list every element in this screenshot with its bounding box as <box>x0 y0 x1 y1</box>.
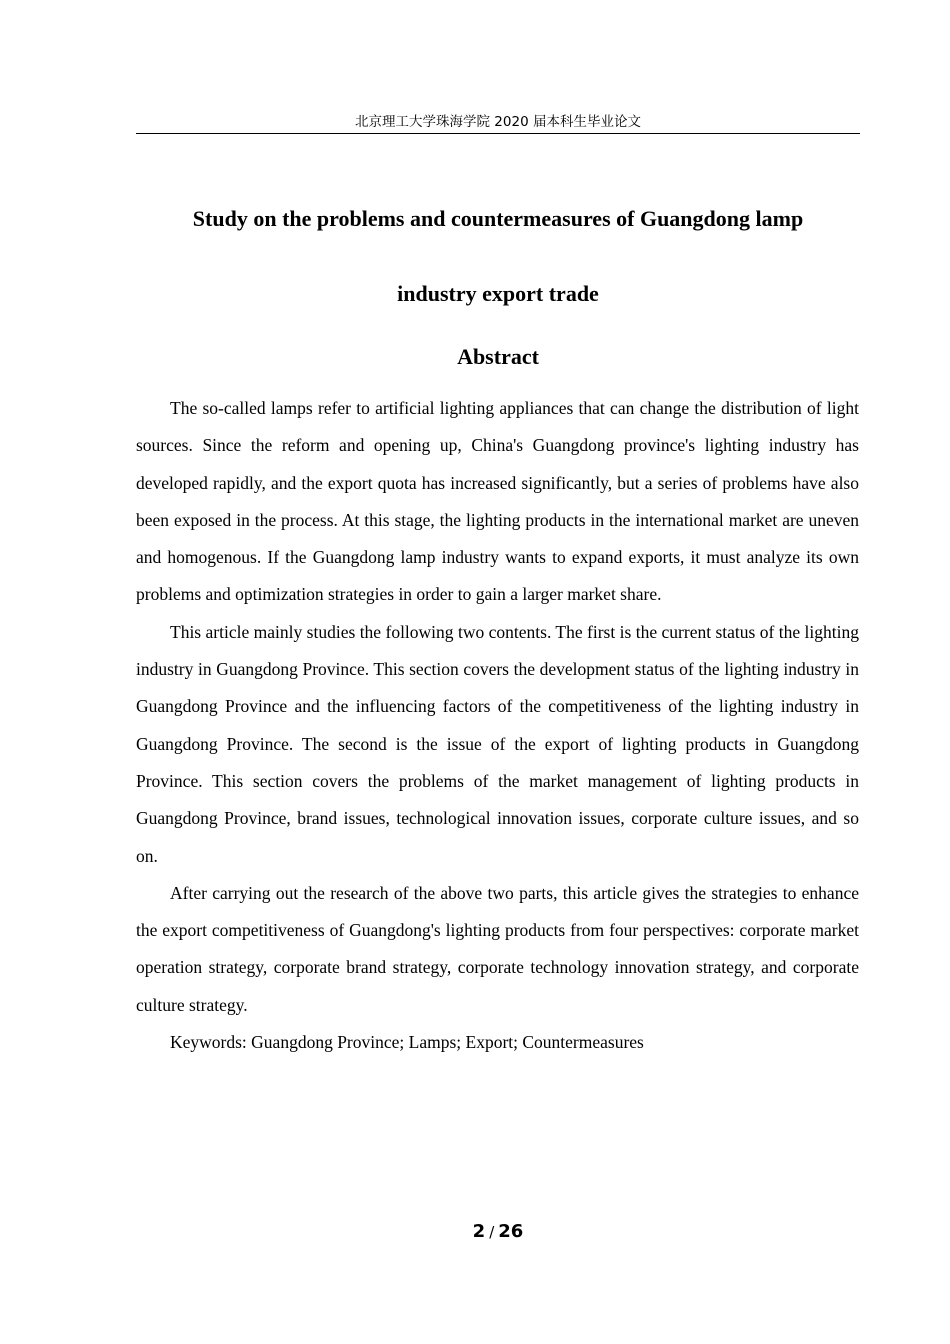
abstract-paragraph-3: After carrying out the research of the above two parts, this article gives the strategies to enhance the export competitiveness of Guangdong's lighting products from four perspectives: corporate market operation strategy, corporate brand strategy, corporate technology innovation strategy, and corporate culture strategy. <box>136 882 859 1015</box>
current-page: 2 <box>472 1221 486 1242</box>
header-text: 北京理工大学珠海学院 2020 届本科生毕业论文 <box>355 114 641 130</box>
abstract-paragraph-2: This article mainly studies the following two contents. The first is the current status of the lighting industry in Guangdong Province. This section covers the development status of the lighting industry in Guangdong Province and the influencing factors of the competitiveness of the lighting industry in Guangdong Province. The second is the issue of the export of lighting products in Guangdong Province. This section covers the problems of the market management of lighting products in Guangdong Province, brand issues, technological innovation issues, corporate culture issues, and so on. <box>136 621 859 866</box>
keywords-line: Keywords: Guangdong Province; Lamps; Export; Countermeasures <box>170 1032 644 1053</box>
page-number <box>136 1221 860 1242</box>
thesis-title-line-1: Study on the problems and countermeasures of Guangdong lamp <box>192 206 804 231</box>
abstract-body <box>136 390 859 1061</box>
page-separator: / <box>489 1223 495 1241</box>
abstract-heading: Abstract <box>457 344 539 369</box>
total-pages: 26 <box>498 1221 524 1242</box>
abstract-paragraph-1: The so-called lamps refer to artificial lighting appliances that can change the distribution of light sources. Since the reform and opening up, China's Guangdong province's lighting industry has developed rapidly, and the export quota has increased significantly, but a series of problems have also been exposed in the process. At this stage, the lighting products in the international market are uneven and homogenous. If the Guangdong lamp industry wants to expand exports, it must analyze its own problems and optimization strategies in order to gain a larger market share. <box>136 398 859 605</box>
page-header <box>136 112 860 134</box>
thesis-title-line-2: industry export trade <box>397 281 599 306</box>
